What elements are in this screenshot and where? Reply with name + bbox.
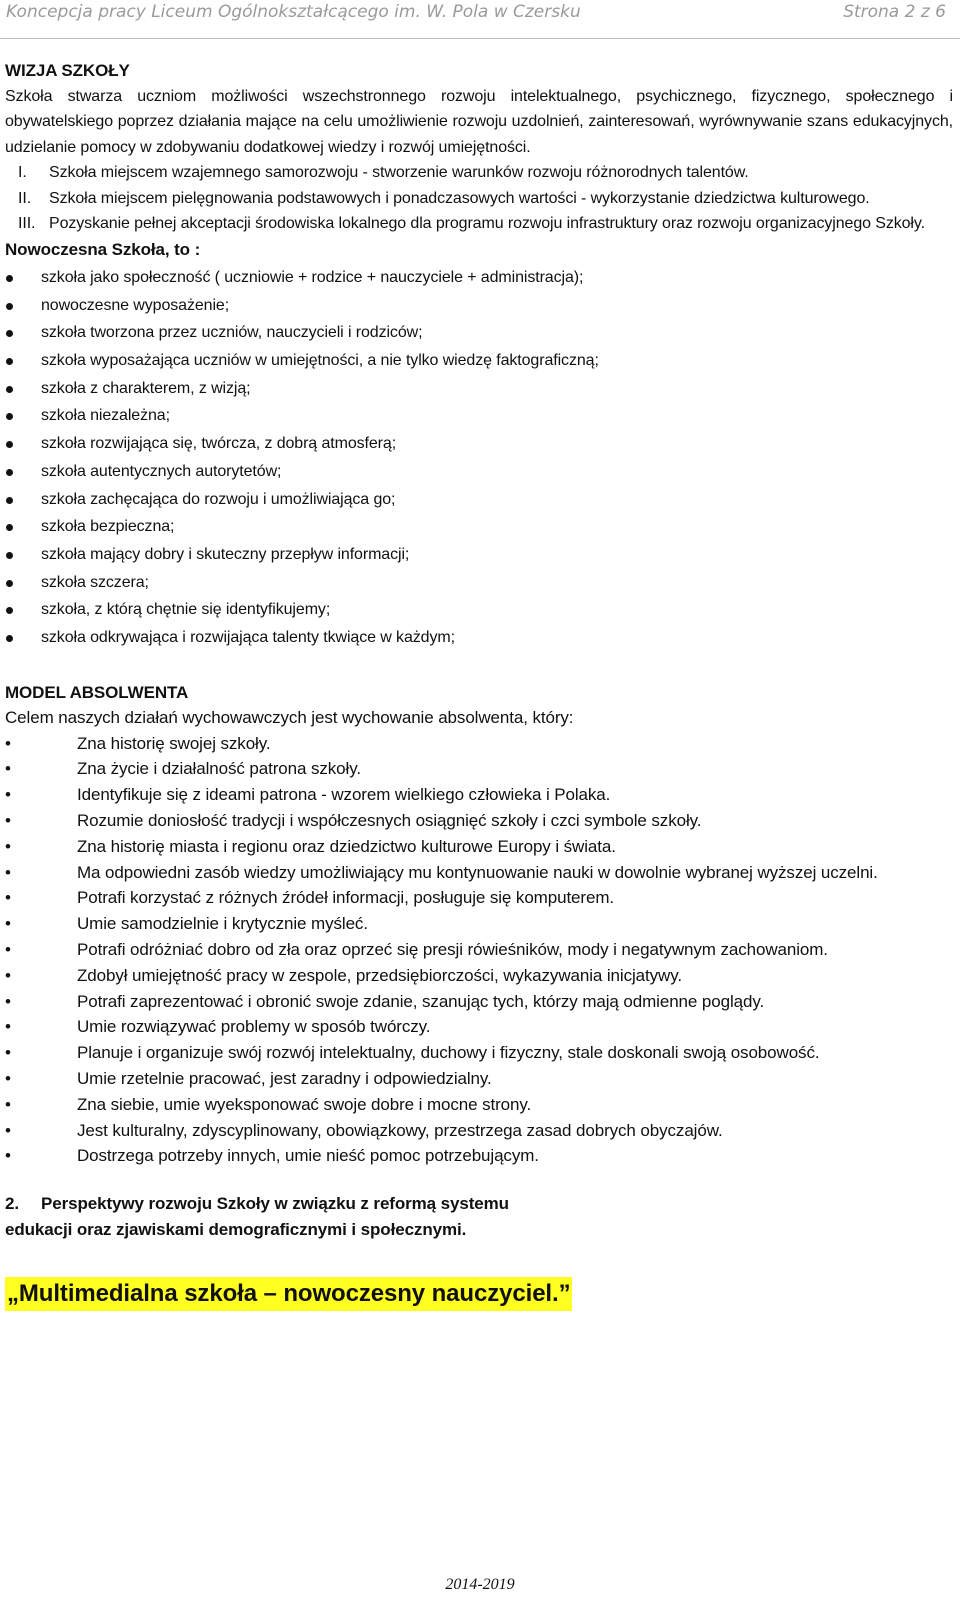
list-item [5,731,953,757]
list-item-text: szkoła wyposażająca uczniów w umiejętności, a nie tylko wiedzę faktograficzną; [41,352,599,370]
list-item-text: Ma odpowiedni zasób wiedzy umożliwiający mu kontynuowanie nauki w dowolnie wybranej wyższej uczelni. [77,862,878,882]
header-page-number: Strona 2 z 6 [843,2,946,22]
bullet-icon: • [5,888,11,908]
bullet-icon [6,413,13,420]
list-item-text: Rozumie doniosłość tradycji i współczesnych osiągnięć szkoły i czci symbole szkoły. [77,811,702,831]
list-item-text: Umie rzetelnie pracować, jest zaradny i odpowiedzialny. [77,1068,492,1088]
list-item-text: Zna życie i działalność patrona szkoły. [77,759,361,779]
bullet-icon [6,607,13,614]
list-item [5,541,953,569]
list-item-text: szkoła rozwijająca się, twórcza, z dobrą atmosferą; [41,435,397,453]
bullet-icon: • [5,914,11,934]
list-item-text: szkoła, z którą chętnie się identyfikujemy; [41,601,331,619]
bullet-icon [6,330,13,337]
list-item-text: szkoła szczera; [41,573,149,591]
goal-text: Pozyskanie pełnej akceptacji środowiska lokalnego dla programu rozwoju infrastruktury oraz rozwoju organizacyjnego Szkoły. [49,215,925,232]
list-item [5,860,953,886]
bullet-icon [6,275,13,282]
section-2-heading [5,1191,953,1243]
list-item-text: Planuje i organizuje swój rozwój intelektualny, duchowy i fizyczny, stale doskonali swoją osobowość. [77,1043,820,1063]
list-item [5,513,953,541]
page-header [6,2,954,28]
goal-number: III. [18,215,36,232]
list-item-text: szkoła niezależna; [41,407,170,425]
list-item-text: szkoła tworzona przez uczniów, nauczycieli i rodziców; [41,324,423,342]
list-item [5,624,953,652]
list-item [5,160,953,186]
bullet-icon: • [5,1043,11,1063]
vision-heading: WIZJA SZKOŁY [5,61,130,80]
bullet-icon [6,552,13,559]
goal-number: I. [18,164,27,181]
bullet-icon: • [5,811,11,831]
list-item [5,486,953,514]
list-item-text: szkoła odkrywająca i rozwijająca talenty tkwiące w każdym; [41,628,455,646]
list-item-text: Umie samodzielnie i krytycznie myśleć. [77,914,368,934]
list-item [5,211,953,237]
list-item [5,292,953,320]
list-item [5,458,953,486]
header-divider [0,38,960,39]
list-item [5,1092,953,1118]
bullet-icon: • [5,862,11,882]
bullet-icon [6,441,13,448]
list-item-text: Dostrzega potrzeby innych, umie nieść pomoc potrzebującym. [77,1146,539,1166]
list-item [5,963,953,989]
list-item-text: Zna historię swojej szkoły. [77,733,271,753]
graduate-intro: Celem naszych działań wychowawczych jest wychowanie absolwenta, który: [5,708,574,728]
bullet-icon [6,580,13,587]
list-item [5,264,953,292]
goal-number: II. [18,189,32,207]
list-item [5,989,953,1015]
list-item-text: Zdobył umiejętność pracy w zespole, przedsiębiorczości, wykazywania inicjatywy. [77,965,682,985]
bullet-icon: • [5,965,11,985]
section-number: 2. [5,1194,19,1214]
page-footer: 2014-2019 [445,1576,515,1593]
list-item-text: szkoła zachęcająca do rozwoju i umożliwiająca go; [41,490,396,508]
bullet-icon: • [5,1094,11,1114]
bullet-icon: • [5,991,11,1011]
modern-school-list [5,264,953,652]
list-item [5,596,953,624]
modern-school-heading: Nowoczesna Szkoła, to : [5,239,201,259]
goal-text: Szkoła miejscem wzajemnego samorozwoju - stworzenie warunków rozwoju różnorodnych talentów. [49,164,749,181]
list-item [5,834,953,860]
bullet-icon [6,358,13,365]
list-item [5,1014,953,1040]
list-item [5,569,953,597]
list-item-text: Zna siebie, umie wyeksponować swoje dobre i mocne strony. [77,1094,532,1114]
bullet-icon: • [5,785,11,805]
section-title-line-1: Perspektywy rozwoju Szkoły w związku z reformą systemu [41,1194,509,1214]
header-title: Koncepcja pracy Liceum Ogólnokształcącego im. W. Pola w Czersku [6,2,581,22]
list-item [5,430,953,458]
list-item-text: Identyfikuje się z ideami patrona - wzorem wielkiego człowieka i Polaka. [77,785,611,805]
bullet-icon [6,635,13,642]
graduate-heading: MODEL ABSOLWENTA [5,682,189,702]
list-item-text: szkoła autentycznych autorytetów; [41,462,282,480]
bullet-icon [6,469,13,476]
bullet-icon: • [5,733,11,753]
bullet-icon [6,303,13,310]
bullet-icon: • [5,836,11,856]
goal-text: Szkoła miejscem pielęgnowania podstawowych i ponadczasowych wartości - wykorzystanie dziedzictwa kulturowego. [49,189,870,207]
list-item [5,347,953,375]
bullet-icon: • [5,940,11,959]
list-item-text: Potrafi korzystać z różnych źródeł informacji, posługuje się komputerem. [77,888,615,908]
list-item [5,319,953,347]
bullet-icon [6,524,13,531]
list-item [5,1143,953,1169]
list-item-text: Potrafi zaprezentować i obronić swoje zdanie, szanując tych, którzy mają odmienne poglądy. [77,991,765,1011]
bullet-icon: • [5,1068,11,1088]
list-item-text: Jest kulturalny, zdyscyplinowany, obowiązkowy, przestrzega zasad dobrych obyczajów. [77,1120,723,1140]
highlighted-motto: „Multimedialna szkoła – nowoczesny nauczyciel.” [5,1277,572,1311]
list-item-text: szkoła jako społeczność ( uczniowie + rodzice + nauczyciele + administracja); [41,269,584,286]
bullet-icon [6,497,13,504]
vision-goals-list [5,160,953,237]
list-item [5,1066,953,1092]
bullet-icon: • [5,1017,11,1037]
list-item-text: szkoła z charakterem, z wizją; [41,379,251,397]
list-item-text: szkoła mający dobry i skuteczny przepływ informacji; [41,545,410,563]
list-item [5,1040,953,1066]
list-item [5,885,953,911]
list-item-text: szkoła bezpieczna; [41,518,175,536]
list-item [5,782,953,808]
list-item [5,186,953,212]
list-item-text: Umie rozwiązywać problemy w sposób twórczy. [77,1017,431,1037]
list-item [5,911,953,937]
list-item-text: Zna historię miasta i regionu oraz dziedzictwo kulturowe Europy i świata. [77,836,616,856]
bullet-icon: • [5,759,11,779]
bullet-icon: • [5,1120,11,1140]
bullet-icon: • [5,1146,11,1166]
list-item [5,1118,953,1144]
list-item [5,808,953,834]
list-item [5,402,953,430]
list-item [5,756,953,782]
list-item [5,937,953,963]
bullet-icon [6,386,13,393]
page-content [5,58,953,1311]
list-item-text: nowoczesne wyposażenie; [41,296,230,314]
section-title-line-2: edukacji oraz zjawiskami demograficznymi i społecznymi. [5,1220,467,1240]
list-item [5,375,953,403]
graduate-model-list [5,731,953,1170]
vision-paragraph: Szkoła stwarza uczniom możliwości wszechstronnego rozwoju intelektualnego, psychicznego, fizycznego, społecznego i obywatelskiego poprzez działania mające na celu umożliwienie rozwoju uzdolnień, zainteresowań, wyrównywanie szans edukacyjnych, udzielanie pomocy w zdobywaniu dodatkowej wiedzy i rozwój umiejętności. [5,87,953,156]
list-item-text: Potrafi odróżniać dobro od zła oraz oprzeć się presji rówieśników, mody i negatywnym zachowaniom. [77,940,828,959]
